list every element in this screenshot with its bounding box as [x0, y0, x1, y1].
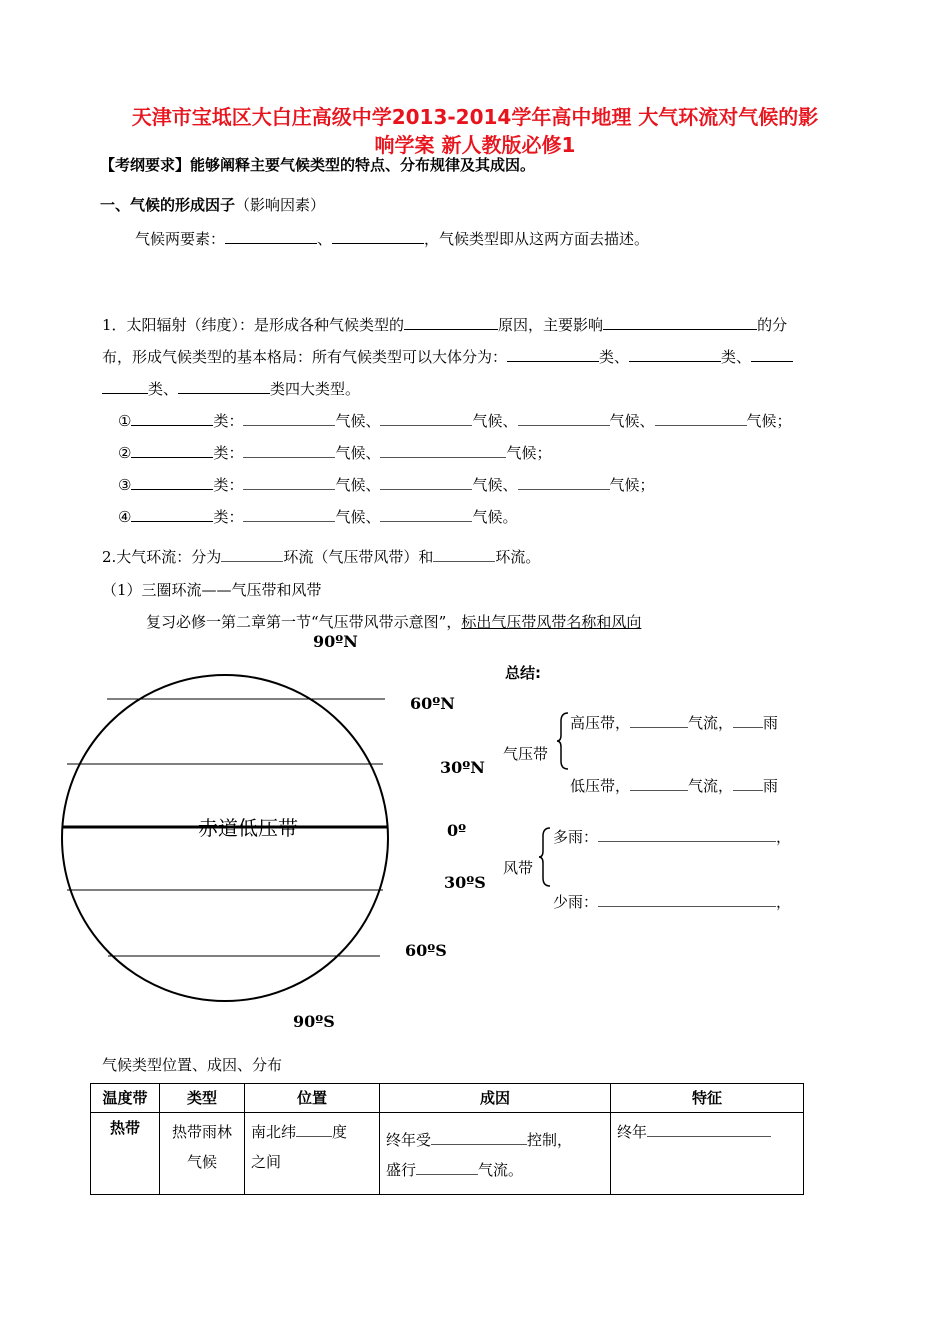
qh-end-text: 气候。	[472, 508, 518, 526]
blank[interactable]	[243, 489, 335, 490]
header-type: 类型	[160, 1084, 245, 1113]
review-underlined: 标出气压带风带名称和风向	[461, 613, 642, 631]
blank[interactable]	[404, 328, 498, 330]
low-pressure-line	[570, 775, 778, 796]
qh-text: 气候、	[472, 412, 518, 430]
blank[interactable]	[131, 456, 213, 458]
pressure-brace	[556, 711, 570, 771]
item1-line2	[102, 346, 793, 367]
lei-text: 类：	[213, 476, 244, 494]
blank[interactable]	[518, 489, 610, 490]
high-pressure-line	[570, 712, 778, 733]
requirement-text: 能够阐释主要气候类型的特点、分布规律及其成因。	[190, 156, 536, 174]
more-rain-text: 多雨：	[553, 828, 599, 846]
low-text-a: 低压带，	[570, 777, 631, 795]
blank[interactable]	[733, 790, 763, 791]
high-text-b: 气流，	[688, 714, 734, 732]
item1-text-a: 1．太阳辐射（纬度）：是形成各种气候类型的	[102, 316, 405, 334]
row-num: ②	[118, 444, 132, 462]
feature-text: 终年	[617, 1123, 648, 1141]
qh-text: 气候、	[335, 444, 381, 462]
climate-row-4	[118, 506, 518, 527]
two-elements-prefix: 气候两要素：	[135, 230, 226, 248]
review-line	[146, 611, 641, 632]
review-text: 复习必修一第二章第一节“气压带风带示意图”，	[146, 613, 462, 631]
table-row	[91, 1113, 804, 1195]
lei-text: 类：	[213, 444, 244, 462]
wind-brace	[538, 826, 552, 888]
blank[interactable]	[221, 561, 283, 562]
qh-end-text: 气候；	[506, 444, 552, 462]
cell-type	[160, 1113, 245, 1195]
type-line-2: 气候	[186, 1153, 217, 1171]
low-text-b: 气流，	[688, 777, 734, 795]
section1-note: （影响因素）	[235, 196, 326, 214]
blank[interactable]	[655, 425, 747, 426]
item2-text-b: 环流（气压带风带）和	[283, 548, 434, 566]
title-line-1: 天津市宝坻区大白庄高级中学2013-2014学年高中地理 大气环流对气候的影	[131, 105, 819, 129]
blank[interactable]	[243, 425, 335, 426]
item2-line	[102, 546, 540, 567]
lat-label-90s: 90ºS	[293, 1012, 335, 1031]
qh-text: 气候、	[609, 412, 655, 430]
pressure-belt-diagram	[60, 650, 390, 1040]
blank[interactable]	[332, 242, 424, 244]
blank[interactable]	[598, 841, 776, 842]
wind-label: 风带	[503, 859, 534, 877]
blank[interactable]	[243, 521, 335, 522]
climate-row-2	[118, 442, 552, 463]
blank[interactable]	[598, 906, 776, 907]
blank[interactable]	[630, 727, 688, 728]
climate-table	[90, 1083, 804, 1195]
table-caption: 气候类型位置、成因、分布	[102, 1056, 283, 1074]
item1-line1	[102, 314, 787, 335]
blank[interactable]	[380, 489, 472, 490]
item1-line3	[102, 378, 360, 399]
cause-text-b: 控制，	[527, 1131, 573, 1149]
pos-text-b: 度	[332, 1123, 348, 1141]
cat-text: 类、	[721, 348, 752, 366]
blank[interactable]	[380, 457, 506, 458]
blank[interactable]	[178, 392, 270, 394]
lat-label-30s: 30ºS	[444, 873, 486, 892]
header-cause: 成因	[380, 1084, 611, 1113]
lat-label-60s: 60ºS	[405, 941, 447, 960]
two-elements-suffix: ，气候类型即从这两方面去描述。	[424, 230, 650, 248]
blank[interactable]	[630, 790, 688, 791]
comma: ，	[776, 828, 792, 846]
pressure-label: 气压带	[503, 745, 549, 763]
header-feature: 特征	[611, 1084, 804, 1113]
item2-text-c: 环流。	[495, 548, 541, 566]
qh-text: 气候、	[335, 508, 381, 526]
less-rain-line	[553, 891, 791, 912]
item1-text-d: 布，形成气候类型的基本格局：所有气候类型可以大体分为：	[102, 348, 508, 366]
qh-text: 气候、	[472, 476, 518, 494]
qh-text: 气候、	[335, 476, 381, 494]
cell-zone: 热带	[91, 1113, 160, 1195]
item2-text-a: 2.大气环流：分为	[102, 548, 222, 566]
blank[interactable]	[507, 360, 599, 362]
blank[interactable]	[433, 561, 495, 562]
lat-label-30n: 30ºN	[440, 758, 485, 777]
requirement	[100, 154, 535, 175]
cat-text: 类、	[599, 348, 630, 366]
equator-belt-label: 赤道低压带	[198, 816, 298, 840]
item1-text-c: 的分	[757, 316, 788, 334]
type-line-1: 热带雨林	[171, 1123, 232, 1141]
lei-text: 类：	[213, 412, 244, 430]
separator: 、	[317, 230, 333, 248]
blank[interactable]	[603, 328, 757, 330]
header-zone: 温度带	[91, 1084, 160, 1113]
blank[interactable]	[431, 1144, 527, 1145]
row-num: ③	[118, 476, 132, 494]
high-text-c: 雨	[763, 714, 779, 732]
climate-row-1	[118, 410, 792, 431]
section1-title: 一、气候的形成因子	[100, 196, 236, 214]
qh-end-text: 气候；	[746, 412, 792, 430]
low-text-c: 雨	[763, 777, 779, 795]
lat-label-0: 0º	[447, 821, 467, 840]
header-position: 位置	[245, 1084, 380, 1113]
summary-title: 总结:	[505, 664, 541, 682]
qh-end-text: 气候；	[609, 476, 655, 494]
blank[interactable]	[131, 424, 213, 426]
blank[interactable]	[629, 360, 721, 362]
blank[interactable]	[243, 457, 335, 458]
blank[interactable]	[380, 521, 472, 522]
section1-heading	[100, 194, 325, 215]
more-rain-line	[553, 826, 791, 847]
row-num: ①	[118, 412, 132, 430]
cause-text-c: 盛行	[386, 1161, 417, 1179]
pos-text-a: 南北纬	[251, 1123, 297, 1141]
cat-text: 类、	[148, 380, 179, 398]
cause-text-a: 终年受	[386, 1131, 432, 1149]
qh-text: 气候、	[335, 412, 381, 430]
blank[interactable]	[751, 360, 793, 362]
item2-sub: （1）三圈环流——气压带和风带	[102, 581, 322, 599]
pos-line-2: 之间	[251, 1153, 282, 1171]
row-num: ④	[118, 508, 132, 526]
blank[interactable]	[647, 1136, 771, 1137]
cell-cause	[380, 1113, 611, 1195]
cause-text-d: 气流。	[478, 1161, 524, 1179]
blank[interactable]	[518, 425, 610, 426]
high-text-a: 高压带，	[570, 714, 631, 732]
item1-text-b: 原因，主要影响	[498, 316, 604, 334]
cell-position	[245, 1113, 380, 1195]
blank[interactable]	[733, 727, 763, 728]
blank[interactable]	[102, 392, 148, 394]
two-elements-line	[135, 228, 649, 249]
less-rain-text: 少雨：	[553, 893, 599, 911]
lat-label-90n: 90ºN	[313, 632, 358, 651]
item1-text-e: 类四大类型。	[270, 380, 361, 398]
blank[interactable]	[296, 1136, 332, 1137]
table-header-row	[91, 1084, 804, 1113]
lei-text: 类：	[213, 508, 244, 526]
title-line-2: 响学案 新人教版必修1	[374, 133, 576, 157]
blank[interactable]	[131, 488, 213, 490]
lat-label-60n: 60ºN	[410, 694, 455, 713]
blank[interactable]	[131, 520, 213, 522]
requirement-label: 【考纲要求】	[100, 156, 191, 174]
blank[interactable]	[416, 1174, 478, 1175]
comma: ，	[776, 893, 792, 911]
blank[interactable]	[380, 425, 472, 426]
blank[interactable]	[225, 242, 317, 244]
cell-feature	[611, 1113, 804, 1195]
climate-row-3	[118, 474, 655, 495]
